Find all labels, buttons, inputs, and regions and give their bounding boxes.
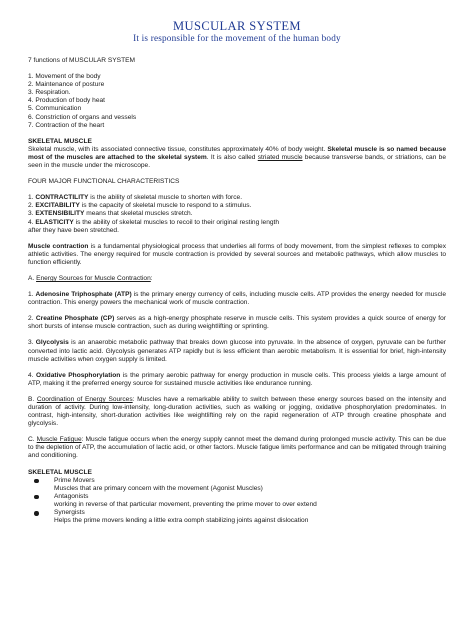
function-item: 4. Production of body heat (28, 97, 105, 105)
bullet-description: Helps the prime movers lending a little extra oomph stabilizing joints against dislocation (54, 517, 309, 525)
muscle-fatigue-paragraph: C. Muscle Fatigue: Muscle fatigue occurs when the energy supply cannot meet the demand during prolonged muscle activity. This can be due to the depletion of ATP, the accumulation of lactic acid, or other factors. Muscle fatigue limits performance and can be mitigated through training and conditioning. (28, 436, 446, 460)
page-subtitle: It is responsible for the movement of the human body (133, 33, 341, 43)
function-item: 6. Constriction of organs and vessels (28, 113, 137, 121)
bullet-item: Antagonists (28, 493, 446, 501)
bullet-item: Synergists (28, 509, 446, 517)
striated-muscle-link: striated muscle (257, 153, 303, 161)
characteristic-item: 4. ELASTICITY is the ability of skeletal muscles to recoil to their original resting length (28, 218, 280, 226)
functions-heading: 7 functions of MUSCULAR SYSTEM (28, 57, 136, 64)
characteristic-item: 1. CONTRACTILITY is the ability of skeletal muscle to shorten with force. (28, 194, 243, 202)
function-item: 7. Contraction of the heart (28, 121, 105, 129)
energy-source-item: 1. Adenosine Triphosphate (ATP) is the primary energy currency of cells, including muscle cells. ATP provides the energy needed for muscle contraction. This energy powers the mechanical work of muscle contraction. (28, 291, 447, 307)
function-item: 1. Movement of the body (28, 73, 101, 81)
function-item: 3. Respiration. (28, 89, 71, 97)
muscle-contraction-paragraph: Muscle contraction is a fundamental physiological process that underlies all forms of body movement, from the simplest reflexes to complex athletic activities. The energy required for muscle contraction is provided by several sources and metabolic pathways, which allow muscles to function efficiently. (28, 242, 446, 266)
function-item: 5. Communication (28, 105, 82, 113)
characteristic-item-continued: after they have been stretched. (28, 226, 119, 234)
energy-source-item: 4. Oxidative Phosphorylation is the primary aerobic pathway for energy production in muscle cells. This process yields a large amount of ATP, making it the preferred energy source for sustained muscle activities like endurance running. (28, 371, 446, 387)
energy-source-item: 3. Glycolysis is an anaerobic metabolic pathway that breaks down glucose into pyruvate. In the absence of oxygen, pyruvate can be further converted into lactic acid. Glycolysis generates ATP rapidly but is less efficient than aerobic metabolism. It is essential for brief, high-intensity muscle activities when oxygen supply is limited. (28, 339, 446, 363)
skeletal-muscle-heading: SKELETAL MUSCLE (28, 137, 92, 145)
energy-source-item: 2. Creatine Phosphate (CP) serves as a high-energy phosphate reserve in muscle cells. This system provides a quick source of energy for short bursts of intense muscle contraction, such as during weightlifting or sprinting. (28, 315, 446, 331)
bullet-description: Muscles that are primary concern with the movement (Agonist Muscles) (54, 484, 263, 492)
energy-sources-heading: A. Energy Sources for Muscle Contraction: (28, 274, 153, 282)
skeletal-muscle-types-heading: SKELETAL MUSCLE (28, 468, 92, 476)
characteristic-item: 2. EXCITABILITY is the capacity of skeletal muscle to respond to a stimulus. (28, 202, 252, 210)
characteristics-heading: FOUR MAJOR FUNCTIONAL CHARACTERISTICS (28, 178, 180, 186)
bullet-item: Prime Movers (28, 477, 446, 485)
skeletal-muscle-paragraph: Skeletal muscle, with its associated connective tissue, constitutes approximately 40% of body weight. Skeletal muscle is so named because most of the muscles are attached to the skeletal system. It is also called striated muscle because transverse bands, or striations, can be seen in the muscle under the microscope. (28, 145, 446, 170)
function-item: 2. Maintenance of posture (28, 81, 105, 89)
bullet-description: working in reverse of that particular movement, preventing the prime mover to over extend (54, 500, 317, 508)
coordination-paragraph: B. Coordination of Energy Sources: Muscles have a remarkable ability to switch between these energy sources based on the intensity and duration of activity. During low-intensity, long-duration activities, such as walking or jogging, oxidative phosphorylation predominates. In contrast, high-intensity, short-duration activities like weightlifting rely on the rapid regeneration of ATP through creatine phosphate and glycolysis. (28, 395, 447, 428)
page-title: MUSCULAR SYSTEM (173, 19, 301, 33)
characteristic-item: 3. EXTENSIBILITY means that skeletal muscles stretch. (28, 210, 193, 218)
